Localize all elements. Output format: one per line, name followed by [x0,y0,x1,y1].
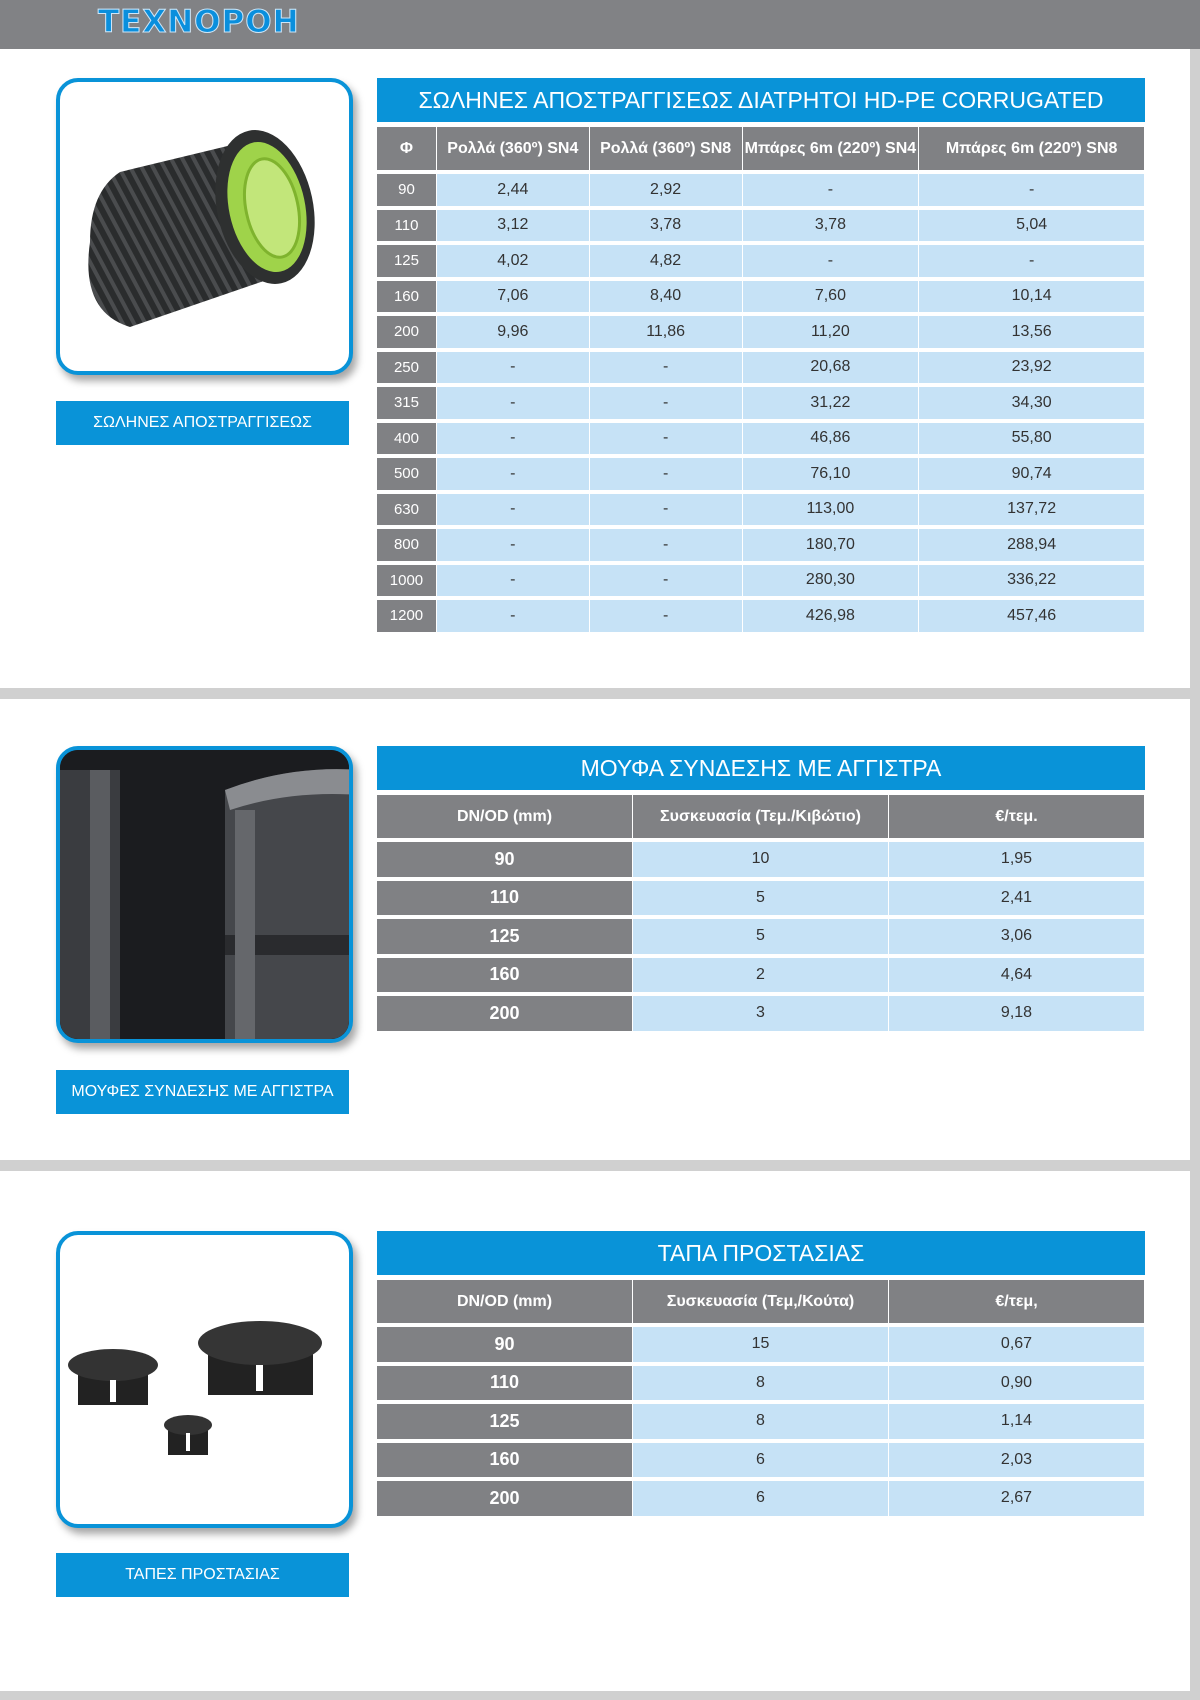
row-header-cell: 200 [377,996,632,1031]
price-table-drainage-pipes [377,78,1145,632]
product-image-drainage-pipe [56,78,353,375]
column-header: Φ [377,127,436,170]
column-header: Ρολλά (360º) SN8 [590,127,742,170]
table-cell: 10 [633,842,888,877]
product-image-caps [56,1231,353,1528]
table-cell: 3,78 [743,210,919,242]
table-title: ΤΑΠΑ ΠΡΟΣΤΑΣΙΑΣ [377,1231,1145,1275]
table-cell: 7,06 [437,281,589,313]
table-cell: 46,86 [743,423,919,455]
table-cell: 0,90 [889,1366,1144,1401]
table-row [377,529,1145,561]
table-cell: 10,14 [919,281,1144,313]
table-header [377,1280,1145,1323]
logo: ΤΕΧΝΟΡΟΗ [98,4,300,40]
table-cell: 5,04 [919,210,1144,242]
table-cell: 113,00 [743,494,919,526]
top-bar [0,0,1200,49]
table-cell: - [590,458,742,490]
table-cell: - [437,600,589,632]
table-cell: - [437,529,589,561]
table-cell: 90,74 [919,458,1144,490]
table-header [377,127,1145,170]
column-header: Μπάρες 6m (220º) SN8 [919,127,1144,170]
coupling-image [60,750,349,1039]
row-header-cell: 110 [377,210,436,242]
row-header-cell: 160 [377,281,436,313]
price-table-caps [377,1231,1145,1516]
table-cell: 76,10 [743,458,919,490]
table-cell: - [590,565,742,597]
column-header: €/τεμ. [889,795,1144,838]
table-row [377,458,1145,490]
column-header: DN/OD (mm) [377,1280,632,1323]
table-row [377,281,1145,313]
product-label: ΣΩΛΗΝΕΣ ΑΠΟΣΤΡΑΓΓΙΣΕΩΣ [56,401,349,445]
row-header-cell: 125 [377,919,632,954]
table-cell: 2,92 [590,174,742,206]
row-header-cell: 800 [377,529,436,561]
table-cell: 4,82 [590,245,742,277]
table-header [377,795,1145,838]
table-cell: 15 [633,1327,888,1362]
table-row [377,174,1145,206]
table-cell: 4,64 [889,958,1144,993]
table-cell: 6 [633,1443,888,1478]
row-header-cell: 200 [377,1481,632,1516]
table-cell: - [437,458,589,490]
right-margin [1190,49,1200,1700]
column-header: Συσκευασία (Τεμ./Κιβώτιο) [633,795,888,838]
table-cell: - [590,352,742,384]
table-cell: 9,96 [437,316,589,348]
table-row [377,494,1145,526]
table-row [377,352,1145,384]
table-cell: 288,94 [919,529,1144,561]
table-cell: 180,70 [743,529,919,561]
table-cell: - [919,245,1144,277]
table-cell: 0,67 [889,1327,1144,1362]
table-cell: 137,72 [919,494,1144,526]
table-cell: 6 [633,1481,888,1516]
table-cell: - [743,174,919,206]
table-cell: 8 [633,1404,888,1439]
table-cell: 426,98 [743,600,919,632]
table-cell: 3,78 [590,210,742,242]
table-row [377,423,1145,455]
table-body [377,174,1145,632]
table-row [377,1481,1145,1516]
table-cell: 11,20 [743,316,919,348]
row-header-cell: 160 [377,1443,632,1478]
price-table-couplings [377,746,1145,1031]
table-cell: 336,22 [919,565,1144,597]
row-header-cell: 110 [377,1366,632,1401]
row-header-cell: 90 [377,1327,632,1362]
product-image-coupling [56,746,353,1043]
table-cell: - [743,245,919,277]
table-row [377,600,1145,632]
table-row [377,1404,1145,1439]
table-cell: 13,56 [919,316,1144,348]
table-row [377,919,1145,954]
table-row [377,1443,1145,1478]
table-cell: 9,18 [889,996,1144,1031]
row-header-cell: 125 [377,245,436,277]
table-cell: 7,60 [743,281,919,313]
table-row [377,881,1145,916]
row-header-cell: 630 [377,494,436,526]
table-cell: 23,92 [919,352,1144,384]
row-header-cell: 500 [377,458,436,490]
table-cell: 2,03 [889,1443,1144,1478]
table-cell: 34,30 [919,387,1144,419]
table-cell: 8,40 [590,281,742,313]
table-cell: 2,41 [889,881,1144,916]
row-header-cell: 315 [377,387,436,419]
table-cell: 4,02 [437,245,589,277]
row-header-cell: 250 [377,352,436,384]
table-cell: 280,30 [743,565,919,597]
table-cell: 1,14 [889,1404,1144,1439]
column-header: DN/OD (mm) [377,795,632,838]
table-cell: - [590,494,742,526]
table-cell: 1,95 [889,842,1144,877]
product-label: ΤΑΠΕΣ ΠΡΟΣΤΑΣΙΑΣ [56,1553,349,1597]
table-cell: 5 [633,919,888,954]
table-row [377,245,1145,277]
table-cell: 5 [633,881,888,916]
table-row [377,842,1145,877]
table-cell: 3,06 [889,919,1144,954]
table-cell: - [919,174,1144,206]
table-cell: 8 [633,1366,888,1401]
table-cell: 3,12 [437,210,589,242]
table-cell: 31,22 [743,387,919,419]
row-header-cell: 110 [377,881,632,916]
table-cell: 3 [633,996,888,1031]
table-cell: 2,44 [437,174,589,206]
row-header-cell: 1200 [377,600,436,632]
table-row [377,1327,1145,1362]
table-cell: - [590,600,742,632]
table-title: ΜΟΥΦΑ ΣΥΝΔΕΣΗΣ ΜΕ ΑΓΓΙΣΤΡΑ [377,746,1145,790]
row-header-cell: 160 [377,958,632,993]
row-header-cell: 1000 [377,565,436,597]
table-row [377,958,1145,993]
table-cell: - [437,565,589,597]
table-cell: 55,80 [919,423,1144,455]
table-cell: - [437,387,589,419]
column-header: Μπάρες 6m (220º) SN4 [743,127,919,170]
table-cell: - [437,352,589,384]
table-row [377,1366,1145,1401]
protective-caps-image [60,1235,349,1524]
row-header-cell: 200 [377,316,436,348]
table-cell: 2 [633,958,888,993]
table-row [377,210,1145,242]
table-cell: 20,68 [743,352,919,384]
row-header-cell: 125 [377,1404,632,1439]
table-title: ΣΩΛΗΝΕΣ ΑΠΟΣΤΡΑΓΓΙΣΕΩΣ ΔΙΑΤΡΗΤΟΙ HD-PE CORRUGATED [377,78,1145,122]
table-row [377,996,1145,1031]
table-row [377,387,1145,419]
row-header-cell: 90 [377,174,436,206]
column-header: Ρολλά (360º) SN4 [437,127,589,170]
row-header-cell: 400 [377,423,436,455]
column-header: €/τεμ, [889,1280,1144,1323]
corrugated-pipe-image [60,82,349,371]
table-cell: - [590,423,742,455]
table-body [377,842,1145,1031]
table-cell: 2,67 [889,1481,1144,1516]
table-cell: 457,46 [919,600,1144,632]
table-cell: - [437,423,589,455]
column-header: Συσκευασία (Τεμ,/Κούτα) [633,1280,888,1323]
table-row [377,565,1145,597]
table-body [377,1327,1145,1516]
table-cell: - [437,494,589,526]
table-row [377,316,1145,348]
row-header-cell: 90 [377,842,632,877]
table-cell: - [590,387,742,419]
table-cell: 11,86 [590,316,742,348]
table-cell: - [590,529,742,561]
product-label: ΜΟΥΦΕΣ ΣΥΝΔΕΣΗΣ ΜΕ ΑΓΓΙΣΤΡΑ [56,1070,349,1114]
